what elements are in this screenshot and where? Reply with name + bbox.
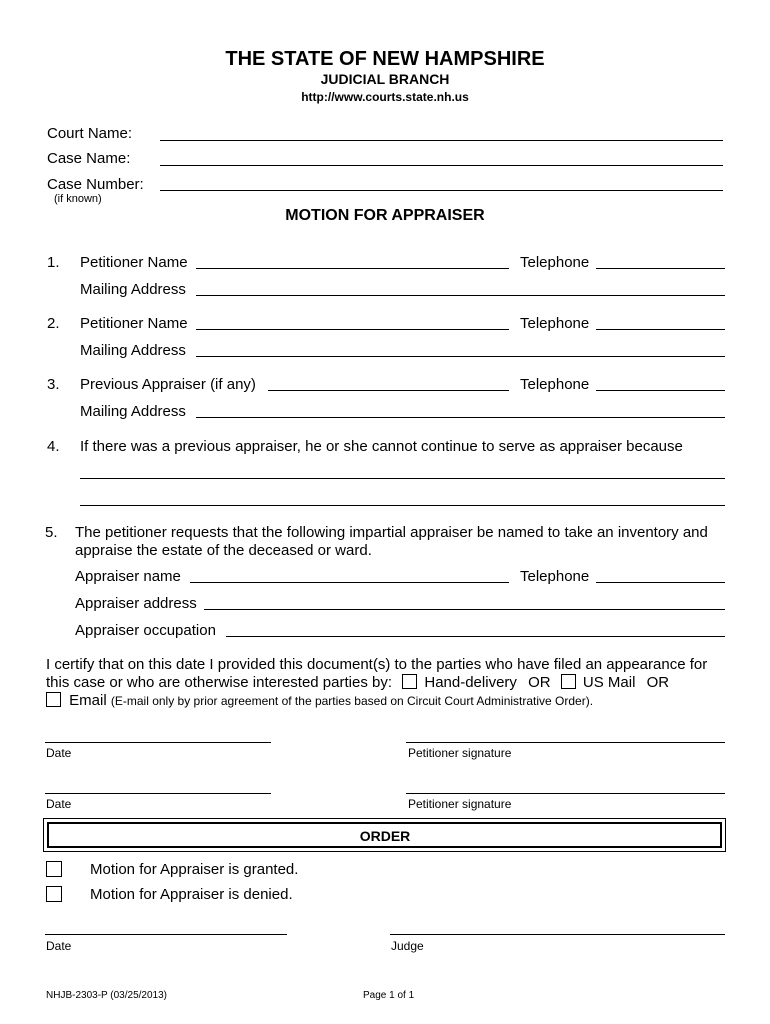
appraiser-name-field[interactable]: [190, 582, 509, 583]
granted-checkbox[interactable]: [46, 861, 62, 877]
case-number-field[interactable]: [160, 190, 723, 191]
date-label-2: Date: [46, 797, 72, 811]
or-text-2: OR: [646, 674, 670, 691]
certify-line-2-text: this case or who are otherwise interested parties by:: [46, 674, 393, 691]
if-known-note: (if known): [54, 193, 102, 205]
appraiser-occupation-label: Appraiser occupation: [75, 622, 216, 639]
petitioner-signature-line-2[interactable]: [406, 793, 725, 794]
item-1-number: 1.: [47, 254, 60, 271]
reason-line-2[interactable]: [80, 505, 725, 506]
appraiser-address-label: Appraiser address: [75, 595, 197, 612]
petitioner-2-address-label: Mailing Address: [80, 342, 186, 359]
petitioner-signature-label-1: Petitioner signature: [408, 746, 512, 760]
order-date-line[interactable]: [45, 934, 287, 935]
appraiser-address-field[interactable]: [204, 609, 725, 610]
date-label-1: Date: [46, 746, 72, 760]
court-name-field[interactable]: [160, 140, 723, 141]
item-2-number: 2.: [47, 315, 60, 332]
petitioner-1-telephone-label: Telephone: [520, 254, 590, 271]
appraiser-occupation-field[interactable]: [226, 636, 725, 637]
certify-line-2: [46, 674, 669, 691]
order-date-label: Date: [46, 939, 72, 953]
court-url: http://www.courts.state.nh.us: [301, 90, 469, 104]
denied-label: Motion for Appraiser is denied.: [90, 886, 293, 903]
appraiser-telephone-field[interactable]: [596, 582, 725, 583]
previous-appraiser-address-field[interactable]: [196, 417, 725, 418]
petitioner-2-name-field[interactable]: [196, 329, 509, 330]
petitioner-2-address-field[interactable]: [196, 356, 725, 357]
previous-appraiser-address-label: Mailing Address: [80, 403, 186, 420]
previous-appraiser-telephone-label: Telephone: [520, 376, 590, 393]
petitioner-1-name-field[interactable]: [196, 268, 509, 269]
branch-heading: JUDICIAL BRANCH: [320, 71, 450, 87]
previous-appraiser-field[interactable]: [268, 390, 509, 391]
item-5-text-line-1: The petitioner requests that the following impartial appraiser be named to take an inventory and: [75, 524, 708, 541]
page-number: Page 1 of 1: [363, 990, 415, 1001]
case-name-label: Case Name:: [47, 150, 131, 167]
petitioner-1-name-label: Petitioner Name: [80, 254, 188, 271]
date-line-2[interactable]: [45, 793, 271, 794]
petitioner-1-telephone-field[interactable]: [596, 268, 725, 269]
certify-line-1: I certify that on this date I provided this document(s) to the parties who have filed an appearance for: [46, 656, 708, 673]
granted-label: Motion for Appraiser is granted.: [90, 861, 299, 878]
petitioner-1-address-label: Mailing Address: [80, 281, 186, 298]
reason-line-1[interactable]: [80, 478, 725, 479]
state-heading: THE STATE OF NEW HAMPSHIRE: [225, 48, 545, 70]
or-text-1: OR: [528, 674, 551, 691]
form-title: MOTION FOR APPRAISER: [285, 207, 485, 224]
item-3-number: 3.: [47, 376, 60, 393]
certify-line-3: [46, 692, 593, 709]
petitioner-signature-label-2: Petitioner signature: [408, 797, 512, 811]
petitioner-signature-line-1[interactable]: [406, 742, 725, 743]
email-label: Email: [69, 692, 107, 709]
us-mail-label: US Mail: [582, 674, 636, 691]
judge-label: Judge: [391, 939, 424, 953]
case-number-label: Case Number:: [47, 176, 144, 193]
hand-delivery-checkbox[interactable]: [402, 674, 417, 689]
item-4-text: If there was a previous appraiser, he or she cannot continue to serve as appraiser because: [80, 438, 683, 455]
item-4-number: 4.: [47, 438, 60, 455]
item-5-number: 5.: [45, 524, 58, 541]
petitioner-1-address-field[interactable]: [196, 295, 725, 296]
email-note: (E-mail only by prior agreement of the parties based on Circuit Court Administrative Order).: [110, 694, 594, 708]
item-5-text-line-2: appraise the estate of the deceased or ward.: [75, 542, 372, 559]
appraiser-name-label: Appraiser name: [75, 568, 181, 585]
denied-checkbox[interactable]: [46, 886, 62, 902]
order-heading: ORDER: [359, 828, 411, 844]
hand-delivery-label: Hand-delivery: [424, 674, 517, 691]
petitioner-2-telephone-field[interactable]: [596, 329, 725, 330]
form-id: NHJB-2303-P (03/25/2013): [46, 990, 167, 1001]
petitioner-2-name-label: Petitioner Name: [80, 315, 188, 332]
previous-appraiser-telephone-field[interactable]: [596, 390, 725, 391]
case-name-field[interactable]: [160, 165, 723, 166]
court-name-label: Court Name:: [47, 125, 133, 142]
us-mail-checkbox[interactable]: [561, 674, 576, 689]
appraiser-telephone-label: Telephone: [520, 568, 590, 585]
petitioner-2-telephone-label: Telephone: [520, 315, 590, 332]
date-line-1[interactable]: [45, 742, 271, 743]
email-checkbox[interactable]: [46, 692, 61, 707]
previous-appraiser-label: Previous Appraiser (if any): [80, 376, 256, 393]
judge-signature-line[interactable]: [390, 934, 725, 935]
